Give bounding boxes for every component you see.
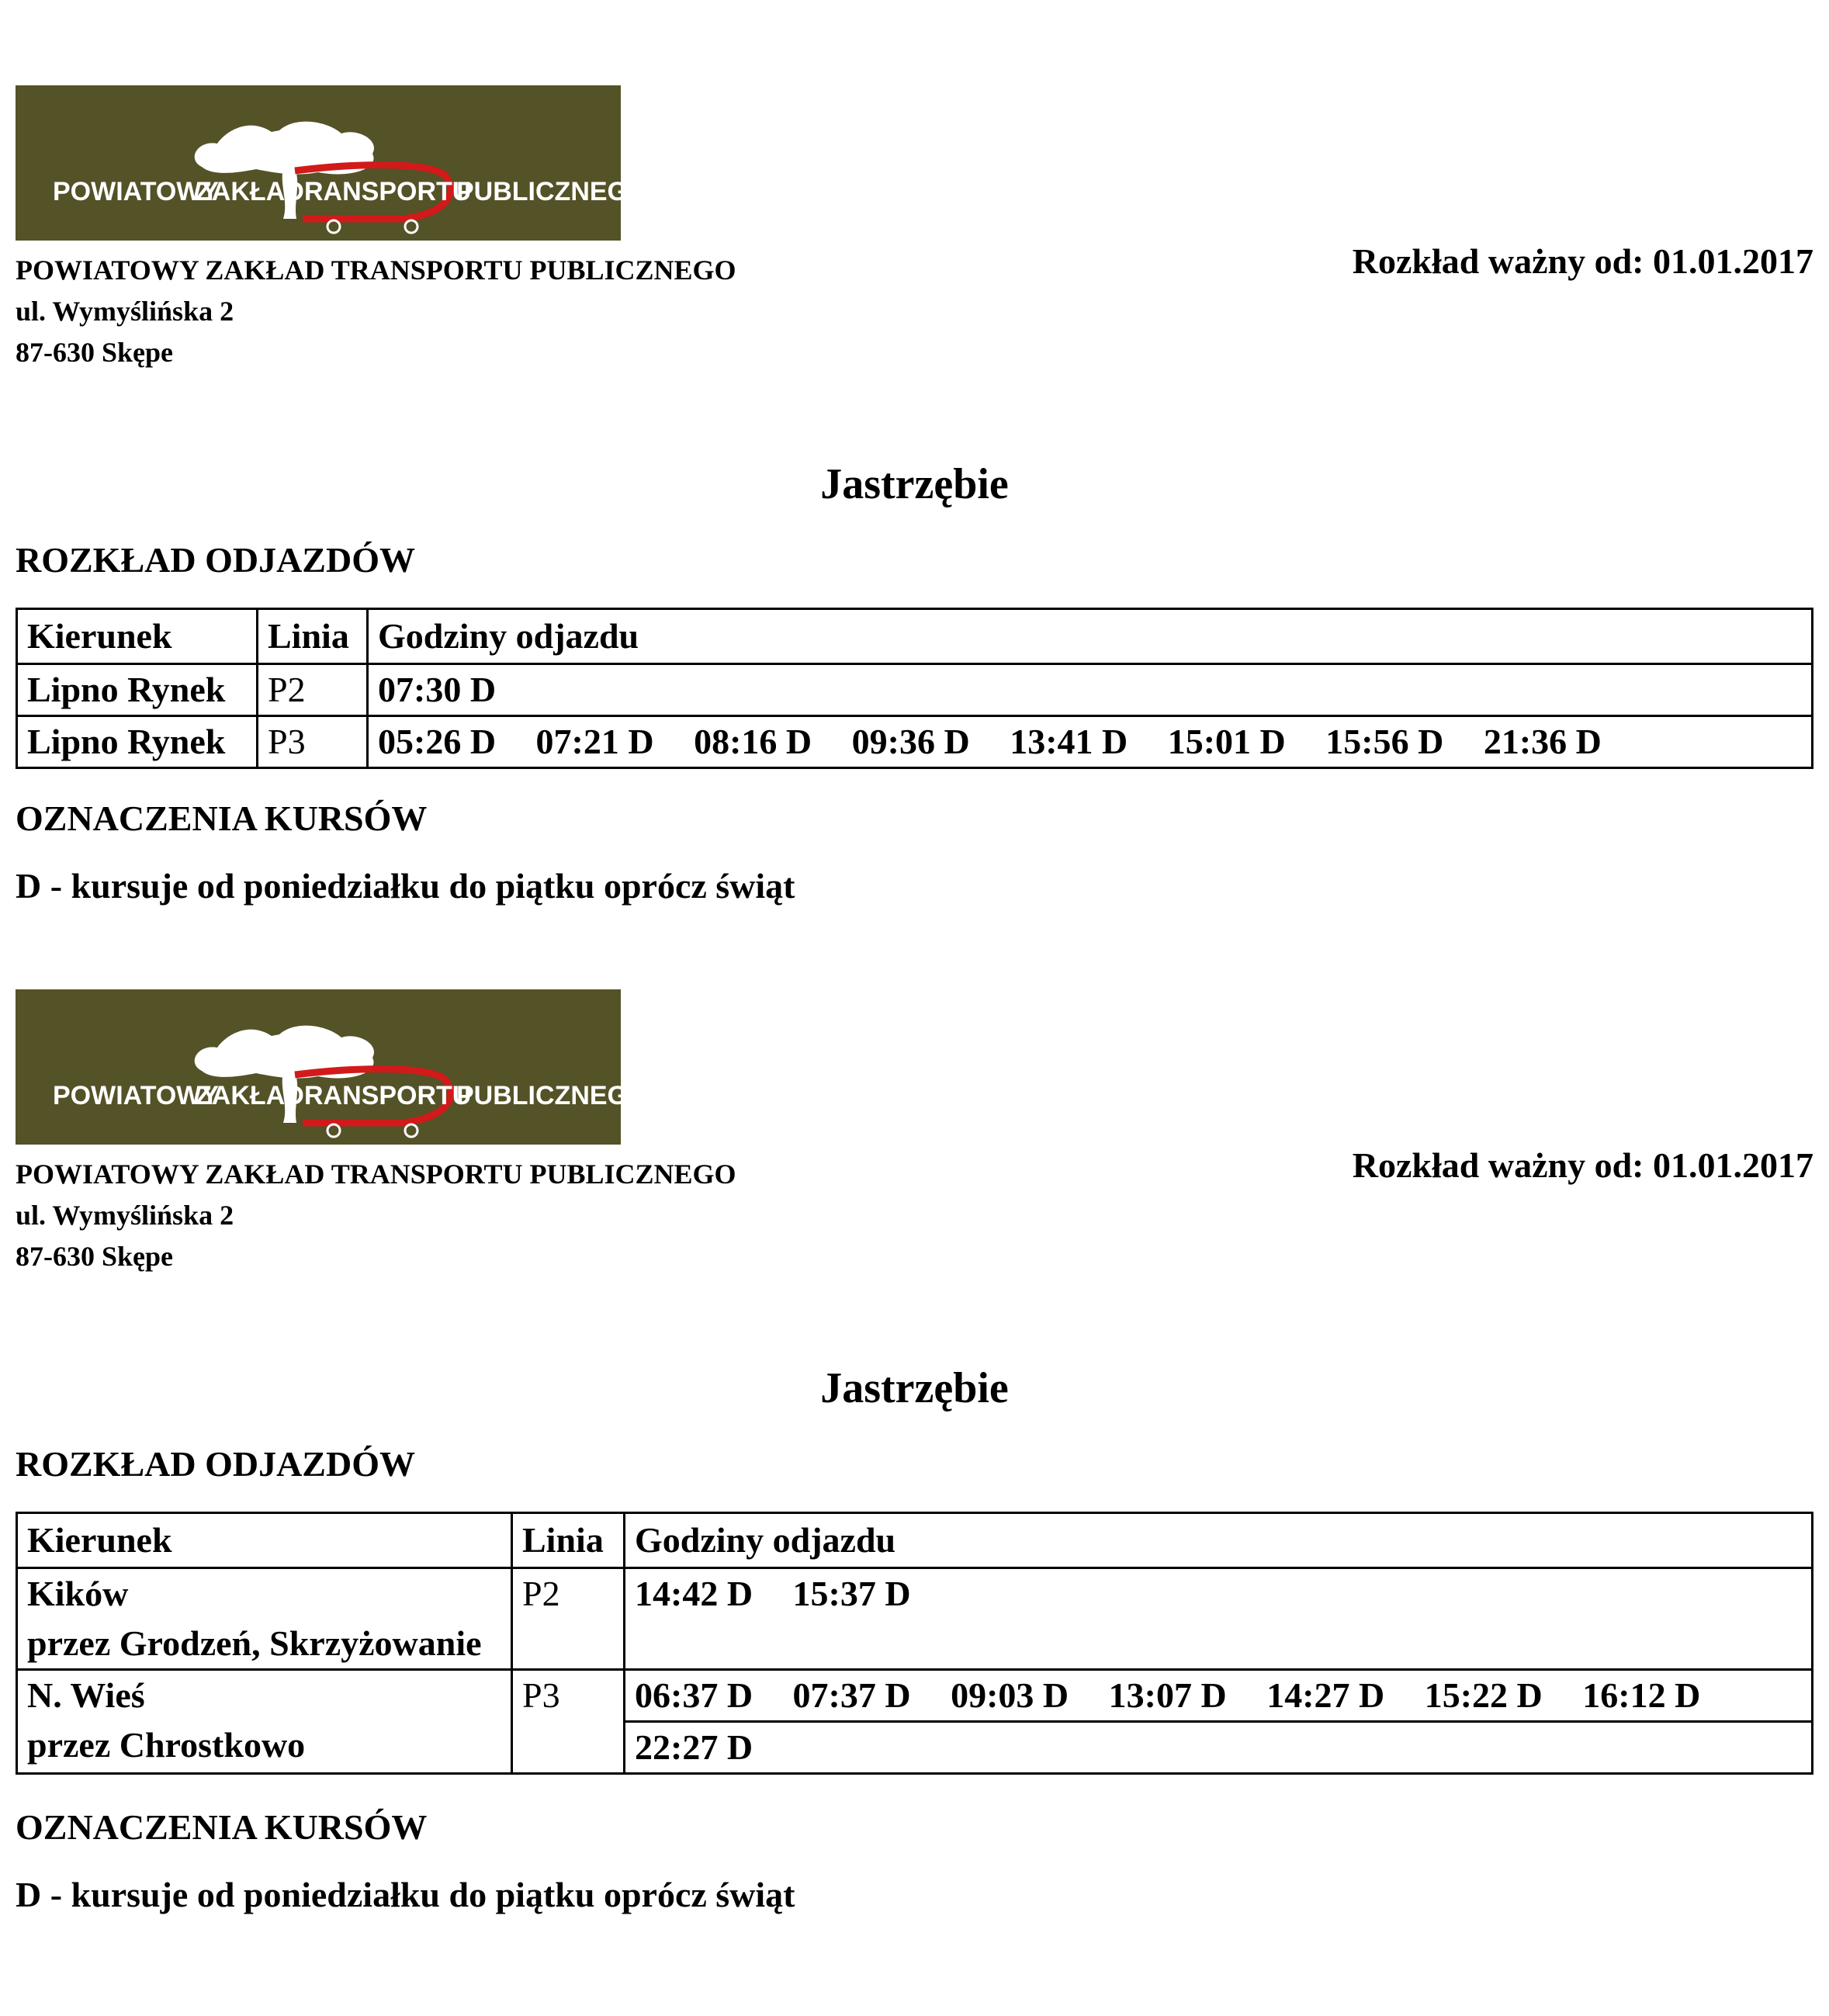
svg-text:PUBLICZNEGO: PUBLICZNEGO <box>456 1081 649 1110</box>
departure-time: 15:01 D <box>1167 722 1286 761</box>
table-row <box>17 664 1813 716</box>
company-name: POWIATOWY ZAKŁAD TRANSPORTU PUBLICZNEGO <box>16 255 736 286</box>
legend-title: OZNACZENIA KURSÓW <box>16 1807 428 1847</box>
departure-time: 14:27 D <box>1266 1675 1385 1715</box>
direction-cell <box>17 1568 512 1670</box>
company-city: 87-630 Skępe <box>16 337 174 368</box>
company-name: POWIATOWY ZAKŁAD TRANSPORTU PUBLICZNEGO <box>16 1159 736 1190</box>
timetable-section-1 <box>0 0 1829 908</box>
svg-text:POWIATOWY: POWIATOWY <box>53 177 220 206</box>
departure-time: 09:03 D <box>951 1675 1069 1715</box>
line-cell: P3 <box>512 1670 625 1774</box>
stop-name: Jastrzębie <box>820 460 1009 508</box>
company-logo <box>16 989 649 1145</box>
times-cell <box>625 1568 1813 1670</box>
departure-time: 21:36 D <box>1483 722 1602 761</box>
departure-time: 06:37 D <box>635 1675 753 1715</box>
departure-time: 13:07 D <box>1108 1675 1227 1715</box>
legend-text: D - kursuje od poniedziałku do piątku oprócz świąt <box>16 1875 795 1914</box>
times-cell <box>625 1670 1813 1722</box>
departure-time: 07:21 D <box>535 722 654 761</box>
legend-title: OZNACZENIA KURSÓW <box>16 798 428 838</box>
header-direction: Kierunek <box>17 609 258 664</box>
times-cell <box>625 1722 1813 1774</box>
direction-name: Kików <box>27 1574 129 1613</box>
company-city: 87-630 Skępe <box>16 1241 174 1272</box>
departure-time: 08:16 D <box>694 722 812 761</box>
schedule-title: ROZKŁAD ODJAZDÓW <box>16 1444 415 1484</box>
direction-via: przez Grodzeń, Skrzyżowanie <box>27 1623 482 1663</box>
departure-time: 15:37 D <box>792 1574 911 1613</box>
departure-time: 05:26 D <box>378 722 497 761</box>
timetable-section-2 <box>0 904 1829 1914</box>
header-line: Linia <box>512 1513 625 1568</box>
valid-from: Rozkład ważny od: 01.01.2017 <box>1352 1145 1813 1185</box>
departure-time: 14:42 D <box>635 1574 753 1613</box>
departures-table <box>16 1512 1813 1775</box>
departure-time: 16:12 D <box>1582 1675 1701 1715</box>
legend-text: D - kursuje od poniedziałku do piątku oprócz świąt <box>16 866 795 906</box>
line-cell: P2 <box>512 1568 625 1670</box>
direction-name: N. Wieś <box>27 1675 145 1715</box>
departure-time: 07:30 D <box>378 670 497 709</box>
table-row <box>17 716 1813 768</box>
departure-time: 09:36 D <box>851 722 970 761</box>
table-row <box>17 1670 1813 1722</box>
header-times: Godziny odjazdu <box>368 609 1813 664</box>
departure-time: 15:56 D <box>1325 722 1444 761</box>
company-logo <box>16 85 649 241</box>
svg-text:RANSPORTU: RANSPORTU <box>304 1081 472 1110</box>
header-times: Godziny odjazdu <box>625 1513 1813 1568</box>
times-cell <box>368 716 1813 768</box>
company-address <box>16 250 736 373</box>
svg-text:ZAKŁAD: ZAKŁAD <box>196 1081 304 1110</box>
departure-time: 07:37 D <box>792 1675 911 1715</box>
direction-cell: Lipno Rynek <box>17 716 258 768</box>
valid-from: Rozkład ważny od: 01.01.2017 <box>1352 241 1813 281</box>
company-address <box>16 1154 736 1277</box>
line-cell: P3 <box>258 716 368 768</box>
table-header-row <box>17 609 1813 664</box>
departure-time: 13:41 D <box>1010 722 1128 761</box>
svg-text:POWIATOWY: POWIATOWY <box>53 1081 220 1110</box>
departures-table <box>16 608 1813 769</box>
svg-text:ZAKŁAD: ZAKŁAD <box>196 177 304 206</box>
svg-text:RANSPORTU: RANSPORTU <box>304 177 472 206</box>
departure-time: 22:27 D <box>635 1727 753 1767</box>
direction-cell <box>17 1670 512 1774</box>
company-street: ul. Wymyślińska 2 <box>16 1200 234 1231</box>
table-row <box>17 1568 1813 1670</box>
svg-text:PUBLICZNEGO: PUBLICZNEGO <box>456 177 649 206</box>
company-street: ul. Wymyślińska 2 <box>16 296 234 327</box>
table-header-row <box>17 1513 1813 1568</box>
line-cell: P2 <box>258 664 368 716</box>
header-line: Linia <box>258 609 368 664</box>
direction-cell: Lipno Rynek <box>17 664 258 716</box>
header-direction: Kierunek <box>17 1513 512 1568</box>
direction-via: przez Chrostkowo <box>27 1725 306 1765</box>
schedule-title: ROZKŁAD ODJAZDÓW <box>16 540 415 580</box>
times-cell <box>368 664 1813 716</box>
departure-time: 15:22 D <box>1424 1675 1543 1715</box>
stop-name: Jastrzębie <box>820 1364 1009 1412</box>
